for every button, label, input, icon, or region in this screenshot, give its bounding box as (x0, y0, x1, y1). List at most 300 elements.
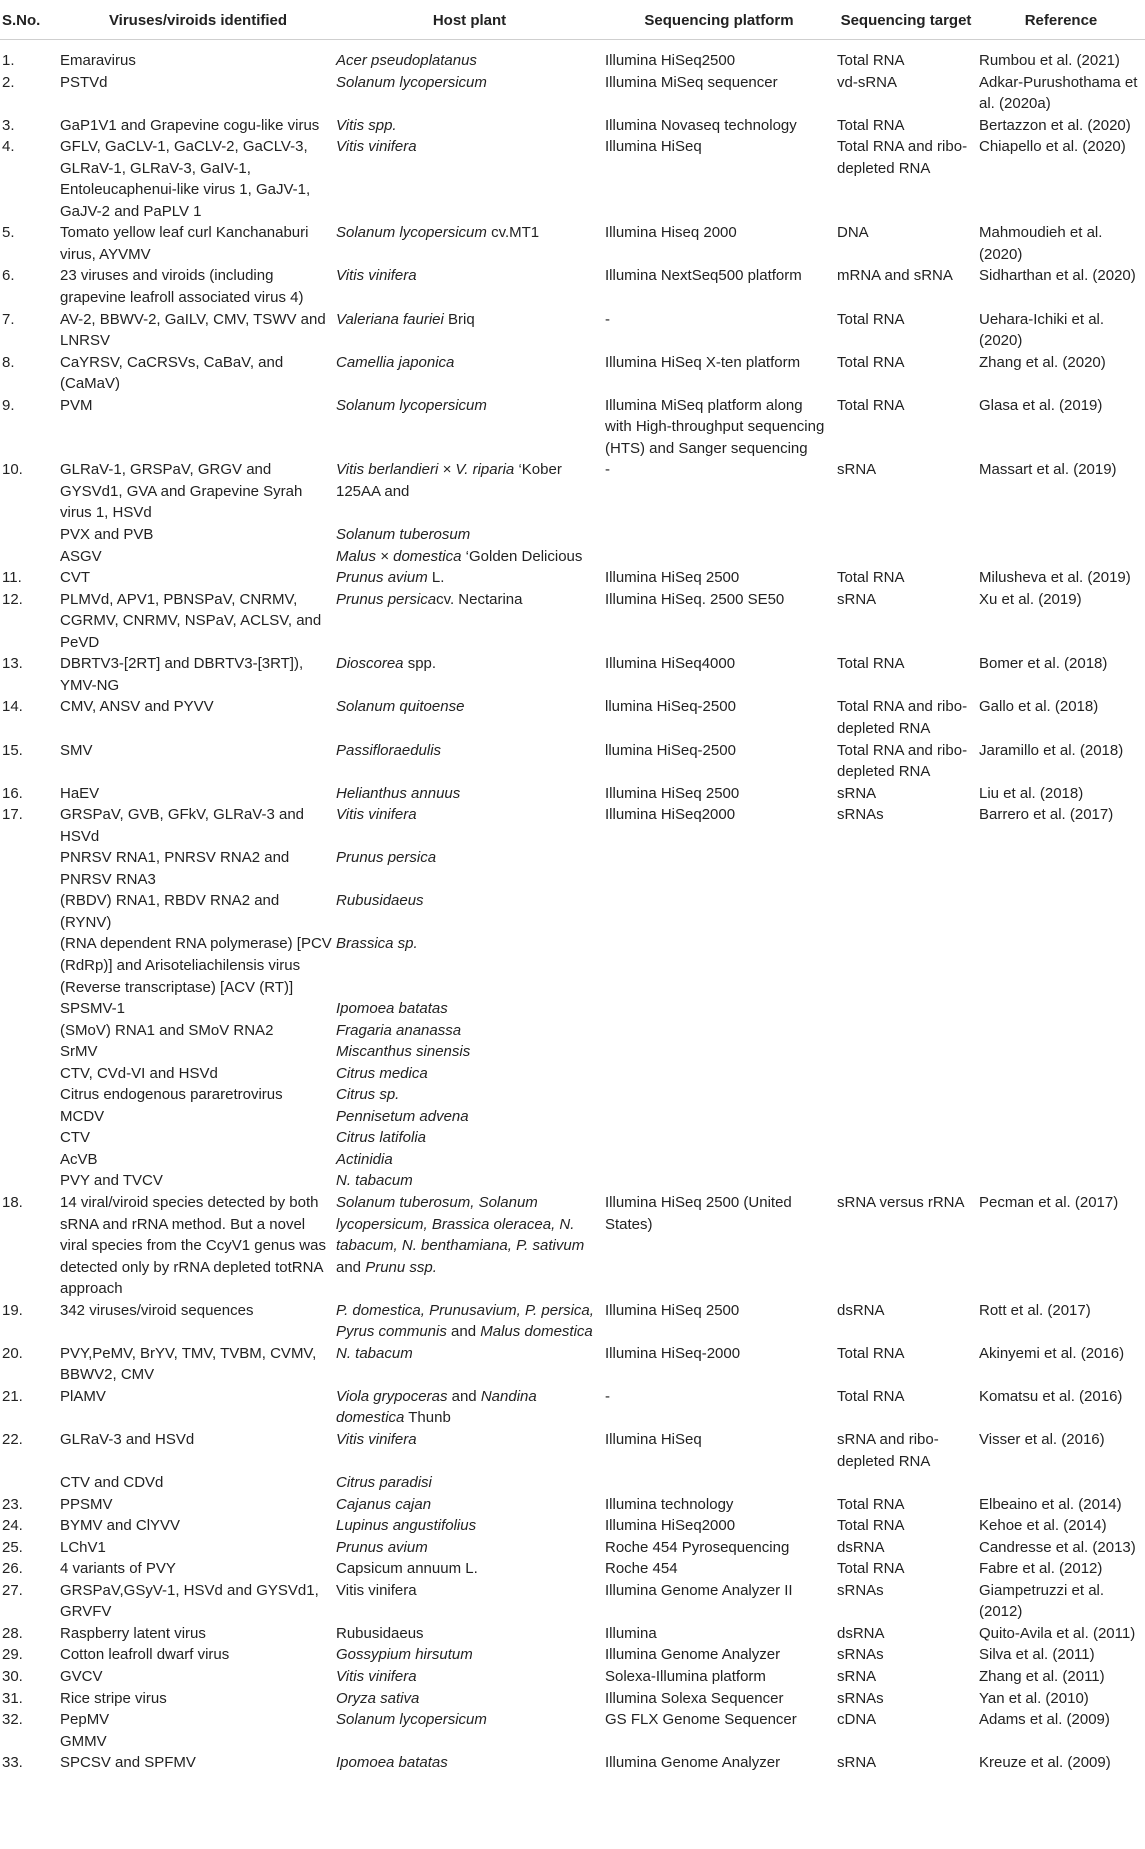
host-name: Prunus persica (336, 849, 437, 867)
cell-target: Total RNA (837, 1344, 905, 1362)
table-row (0, 740, 1145, 783)
cell-sno (0, 1149, 60, 1171)
host-name: Solanum lycopersicum (336, 73, 487, 91)
cell-viruses: PlAMV (60, 1387, 106, 1405)
cell-sno: 26. (2, 1560, 23, 1578)
host-name: Ipomoea batatas (336, 1754, 448, 1772)
cell-target: sRNA (837, 461, 877, 479)
cell-viruses: PSTVd (60, 73, 108, 91)
cell-reference: Elbeaino et al. (2014) (979, 1495, 1122, 1513)
cell-reference: Massart et al. (2019) (979, 461, 1117, 479)
cell-viruses: PVY and TVCV (60, 1172, 163, 1190)
cell-viruses: GMMV (60, 1732, 107, 1750)
cell-reference: Komatsu et al. (2016) (979, 1387, 1123, 1405)
cell-sno: 8. (2, 353, 15, 371)
cell-target: vd-sRNA (837, 73, 898, 91)
cell-platform: Illumina Hiseq 2000 (605, 224, 737, 242)
cell-platform: Illumina HiSeq 2500 (United States) (605, 1193, 792, 1233)
cell-target: Total RNA (837, 1495, 905, 1513)
host-name: Citrus paradisi (336, 1474, 432, 1492)
cell-viruses: 342 viruses/viroid sequences (60, 1301, 254, 1319)
cell-sno: 15. (2, 741, 23, 759)
cell-reference (977, 933, 1145, 998)
cell-platform: Illumina NextSeq500 platform (605, 267, 802, 285)
cell-target (835, 1020, 977, 1042)
host-name: Passifloraedulis (336, 741, 442, 759)
table-header-row (0, 0, 1145, 40)
cell-sno (0, 998, 60, 1020)
table-row (0, 1731, 1145, 1753)
host-name: Solanum lycopersicum (336, 224, 487, 242)
cell-reference (977, 1106, 1145, 1128)
cell-target: Total RNA and ribo-depleted RNA (837, 138, 968, 177)
table-row (0, 50, 1145, 72)
cell-sno: 12. (2, 590, 23, 608)
cell-viruses: ASGV (60, 547, 102, 565)
cell-target: sRNA (837, 1754, 877, 1772)
cell-reference: Rott et al. (2017) (979, 1301, 1091, 1319)
cell-sno: 17. (2, 806, 23, 824)
cell-viruses: Rice stripe virus (60, 1689, 167, 1707)
cell-host (336, 1192, 603, 1300)
cell-host (336, 1515, 603, 1537)
header-host: Host plant (336, 0, 603, 40)
table-row (0, 459, 1145, 524)
table-row (0, 1343, 1145, 1386)
host-name: Prunus persica (336, 590, 437, 608)
cell-target: Total RNA (837, 52, 905, 69)
table-row (0, 1494, 1145, 1516)
cell-reference: Silva et al. (2011) (979, 1646, 1095, 1664)
cell-target: mRNA and sRNA (837, 267, 953, 285)
cell-sno: 10. (2, 461, 23, 479)
cell-sno: 29. (2, 1646, 23, 1664)
host-suffix: Briq (443, 310, 475, 328)
cell-platform: - (605, 461, 610, 479)
cell-reference: Rumbou et al. (2021) (979, 52, 1120, 69)
host-tail: Prunu ssp. (365, 1258, 437, 1276)
cell-host (336, 567, 603, 589)
cell-reference: Gallo et al. (2018) (979, 698, 1099, 716)
cell-host (336, 804, 603, 847)
cell-viruses: PVY,PeMV, BrYV, TMV, TVBM, CVMV, BBWV2, CMV (60, 1344, 317, 1384)
cell-platform: Illumina Solexa Sequencer (605, 1689, 784, 1707)
cell-sno (0, 1084, 60, 1106)
table-row (0, 1472, 1145, 1494)
cell-sno: 18. (2, 1193, 23, 1211)
host-name: Solanum lycopersicum (336, 1711, 487, 1729)
cell-reference (977, 1020, 1145, 1042)
cell-platform: Illumina HiSeq 2500 (605, 569, 740, 587)
cell-reference: Uehara-Ichiki et al. (2020) (979, 310, 1105, 350)
cell-reference (977, 546, 1145, 568)
cell-sno: 30. (2, 1668, 23, 1686)
cell-reference: Xu et al. (2019) (979, 590, 1082, 608)
cell-reference: Jaramillo et al. (2018) (979, 741, 1124, 759)
table-row (0, 72, 1145, 115)
cell-target (835, 1170, 977, 1192)
cell-platform: Illumina MiSeq platform along with High-throughput sequencing (HTS) and Sanger sequencing (605, 396, 825, 457)
table-row (0, 1386, 1145, 1429)
cell-platform (603, 524, 835, 546)
table-row (0, 1709, 1145, 1731)
cell-platform: Illumina HiSeq X-ten platform (605, 353, 801, 371)
cell-viruses: GFLV, GaCLV-1, GaCLV-2, GaCLV-3, GLRaV-1, GLRaV-3, GaIV-1, Entoleucaphenui-like virus 1, GaJV-1, GaJV-2 and PaPLV 1 (60, 138, 311, 220)
cell-platform (603, 1731, 835, 1753)
table-row (0, 1623, 1145, 1645)
cell-sno: 6. (2, 267, 15, 285)
table-row (0, 653, 1145, 696)
cell-sno (0, 1170, 60, 1192)
cell-viruses: HaEV (60, 784, 100, 802)
host-name: Camellia japonica (336, 353, 455, 371)
host-name: Malus × domestica (336, 547, 462, 565)
table-row (0, 998, 1145, 1020)
cell-host (336, 783, 603, 805)
cell-reference (977, 1063, 1145, 1085)
cell-target (835, 998, 977, 1020)
cell-sno (0, 933, 60, 998)
cell-sno: 13. (2, 655, 23, 673)
host-name: Vitis spp. (336, 116, 397, 134)
cell-target: Total RNA (837, 396, 905, 414)
cell-sno: 7. (2, 310, 15, 328)
host-name: N. tabacum (336, 1344, 413, 1362)
cell-host (336, 1709, 603, 1731)
cell-target (835, 1149, 977, 1171)
host-name: Oryza sativa (336, 1689, 420, 1707)
cell-host (336, 653, 603, 696)
cell-viruses: GRSPaV,GSyV-1, HSVd and GYSVd1, GRVFV (60, 1581, 319, 1621)
table-row (0, 1558, 1145, 1580)
cell-viruses: Tomato yellow leaf curl Kanchanaburi virus, AYVMV (60, 224, 309, 263)
cell-target: Total RNA (837, 1387, 905, 1405)
cell-platform: Illumina technology (605, 1495, 734, 1513)
cell-host (336, 546, 603, 568)
cell-platform: Illumina HiSeq4000 (605, 655, 736, 673)
host-name: Gossypium hirsutum (336, 1646, 473, 1664)
cell-viruses: PNRSV RNA1, PNRSV RNA2 and PNRSV RNA3 (60, 849, 290, 888)
host-name: Brassica sp. (336, 935, 418, 953)
cell-platform (603, 1106, 835, 1128)
cell-sno: 20. (2, 1344, 23, 1362)
cell-target (835, 1127, 977, 1149)
host-name: Solanum lycopersicum (336, 396, 487, 414)
cell-reference (977, 1170, 1145, 1192)
cell-target: sRNA (837, 590, 877, 608)
cell-host (336, 395, 603, 460)
host-name: Miscanthus sinensis (336, 1043, 471, 1061)
cell-target: sRNAs (837, 1581, 884, 1599)
cell-platform: Solexa-Illumina platform (605, 1668, 766, 1686)
cell-reference: Kreuze et al. (2009) (979, 1754, 1111, 1772)
table-row (0, 1106, 1145, 1128)
cell-viruses: GRSPaV, GVB, GFkV, GLRaV-3 and HSVd (60, 806, 305, 845)
cell-host (336, 1472, 603, 1494)
cell-reference: Glasa et al. (2019) (979, 396, 1103, 414)
host-name: Fragaria ananassa (336, 1021, 462, 1039)
cell-viruses: Cotton leafroll dwarf virus (60, 1646, 230, 1664)
cell-reference: Zhang et al. (2020) (979, 353, 1106, 371)
cell-viruses: LChV1 (60, 1538, 106, 1556)
host-name: Capsicum annuum L. (336, 1560, 478, 1578)
cell-platform: GS FLX Genome Sequencer (605, 1711, 797, 1729)
cell-host (336, 1666, 603, 1688)
table-row (0, 589, 1145, 654)
host-suffix: and (336, 1258, 366, 1276)
cell-platform: llumina HiSeq-2500 (605, 741, 736, 759)
cell-platform (603, 546, 835, 568)
cell-viruses: AcVB (60, 1150, 98, 1168)
cell-target: dsRNA (837, 1624, 885, 1642)
cell-sno: 3. (2, 116, 15, 134)
cell-reference: Akinyemi et al. (2016) (979, 1344, 1125, 1362)
cell-sno: 24. (2, 1517, 23, 1535)
cell-platform: Illumina (605, 1624, 657, 1642)
cell-reference (977, 998, 1145, 1020)
cell-viruses: AV-2, BBWV-2, GaILV, CMV, TSWV and LNRSV (60, 310, 326, 350)
cell-viruses: PepMV (60, 1711, 110, 1729)
cell-host (336, 524, 603, 546)
cell-target: dsRNA (837, 1538, 885, 1556)
cell-target: dsRNA (837, 1301, 885, 1319)
cell-sno (0, 546, 60, 568)
cell-platform: Roche 454 Pyrosequencing (605, 1538, 790, 1556)
table-row (0, 847, 1145, 890)
table-row (0, 1192, 1145, 1300)
cell-sno: 28. (2, 1624, 23, 1642)
cell-viruses: SMV (60, 741, 93, 759)
table-row (0, 309, 1145, 352)
cell-platform: Illumina Genome Analyzer II (605, 1581, 793, 1599)
cell-host (336, 1106, 603, 1128)
cell-reference: Pecman et al. (2017) (979, 1193, 1119, 1211)
cell-target: sRNAs (837, 806, 884, 824)
cell-sno: 4. (2, 138, 15, 156)
cell-host (336, 998, 603, 1020)
host-name: Prunus avium (336, 569, 428, 587)
cell-platform: Illumina HiSeq-2000 (605, 1344, 741, 1362)
cell-viruses: CTV and CDVd (60, 1474, 164, 1492)
host-name: Vitis vinifera (336, 806, 417, 824)
cell-target: sRNAs (837, 1689, 884, 1707)
cell-host (336, 309, 603, 352)
cell-reference: Sidharthan et al. (2020) (979, 267, 1136, 285)
host-name: Dioscorea (336, 655, 404, 673)
table-row (0, 804, 1145, 847)
table-row (0, 1041, 1145, 1063)
cell-reference (977, 1084, 1145, 1106)
host-name: P. domestica, Prunusavium, P. persica, Pyrus communis (336, 1301, 594, 1341)
cell-host (336, 136, 603, 222)
cell-target: cDNA (837, 1711, 877, 1729)
table-row (0, 1300, 1145, 1343)
cell-host (336, 1149, 603, 1171)
cell-reference: Chiapello et al. (2020) (979, 138, 1126, 156)
cell-sno: 11. (2, 569, 22, 587)
host-name: N. tabacum (336, 1172, 413, 1190)
cell-platform: Roche 454 (605, 1560, 678, 1578)
cell-viruses: 14 viral/viroid species detected by both sRNA and rRNA method. But a novel viral species from the CcyV1 genus was detected only by rRNA depleted totRNA approach (60, 1193, 326, 1298)
table-row (0, 1752, 1145, 1774)
cell-reference: Yan et al. (2010) (979, 1689, 1089, 1707)
table-row (0, 115, 1145, 137)
header-sno: S.No. (0, 0, 60, 40)
cell-target: sRNAs (837, 1646, 884, 1664)
cell-viruses: 23 viruses and viroids (including grapevine leafroll associated virus 4) (60, 267, 304, 307)
cell-platform: Illumina Genome Analyzer (605, 1754, 781, 1772)
cell-reference: Visser et al. (2016) (979, 1431, 1105, 1448)
cell-platform: llumina HiSeq-2500 (605, 698, 736, 716)
cell-viruses: CMV, ANSV and PYVV (60, 698, 214, 716)
cell-viruses: Raspberry latent virus (60, 1624, 206, 1642)
cell-reference: Kehoe et al. (2014) (979, 1517, 1107, 1535)
cell-reference: Adkar-Purushothama et al. (2020a) (979, 73, 1138, 113)
cell-target: sRNA (837, 784, 877, 802)
cell-viruses: GaP1V1 and Grapevine cogu-like virus (60, 116, 320, 134)
cell-target (835, 1084, 977, 1106)
cell-viruses: (RBDV) RNA1, RBDV RNA2 and (RYNV) (60, 892, 280, 931)
cell-sno: 23. (2, 1495, 23, 1513)
table-row (0, 890, 1145, 933)
host-suffix: and (447, 1387, 481, 1405)
host-name: Actinidia (336, 1150, 393, 1168)
cell-host (336, 1127, 603, 1149)
cell-host (336, 265, 603, 308)
cell-viruses: CTV (60, 1129, 90, 1147)
table-row (0, 265, 1145, 308)
cell-target (835, 1041, 977, 1063)
cell-reference: Fabre et al. (2012) (979, 1560, 1103, 1578)
host-tail: Nandina domestica (336, 1387, 537, 1427)
cell-platform: Illumina HiSeq. 2500 SE50 (605, 590, 785, 608)
host-name: Acer pseudoplatanus (336, 52, 477, 69)
cell-viruses: GLRaV-1, GRSPaV, GRGV and GYSVd1, GVA and Grapevine Syrah virus 1, HSVd (60, 461, 303, 522)
cell-host (336, 1731, 603, 1753)
cell-viruses: BYMV and ClYVV (60, 1517, 181, 1535)
host-name: Vitis vinifera (336, 1431, 417, 1448)
cell-reference: Barrero et al. (2017) (979, 806, 1114, 824)
cell-reference (977, 1041, 1145, 1063)
cell-sno (0, 1020, 60, 1042)
host-name: Viola grypoceras (336, 1387, 448, 1405)
cell-platform: - (605, 310, 610, 328)
cell-reference: Milusheva et al. (2019) (979, 569, 1131, 587)
cell-reference (977, 524, 1145, 546)
cell-host (336, 1623, 603, 1645)
cell-sno (0, 1472, 60, 1494)
cell-sno (0, 890, 60, 933)
host-name: Prunus avium (336, 1538, 428, 1556)
table-row (0, 222, 1145, 265)
cell-sno: 31. (2, 1689, 23, 1707)
table-row (0, 1644, 1145, 1666)
cell-viruses: GVCV (60, 1668, 103, 1686)
cell-reference: Candresse et al. (2013) (979, 1538, 1136, 1556)
cell-viruses: PPSMV (60, 1495, 113, 1513)
cell-platform: Illumina HiSeq 2500 (605, 1301, 740, 1319)
host-name: Solanum quitoense (336, 698, 465, 716)
cell-platform (603, 933, 835, 998)
cell-platform (603, 1084, 835, 1106)
cell-sno: 2. (2, 73, 15, 91)
cell-viruses: (SMoV) RNA1 and SMoV RNA2 (60, 1021, 274, 1039)
cell-target: Total RNA (837, 655, 905, 673)
table-row (0, 1688, 1145, 1710)
cell-viruses: CTV, CVd-VI and HSVd (60, 1064, 218, 1082)
header-target: Sequencing target (835, 0, 977, 40)
table-row (0, 1020, 1145, 1042)
cell-host (336, 1537, 603, 1559)
cell-reference: Bertazzon et al. (2020) (979, 116, 1131, 134)
cell-platform (603, 1020, 835, 1042)
cell-platform: Illumina Novaseq technology (605, 116, 797, 134)
cell-host (336, 1580, 603, 1623)
cell-target (835, 546, 977, 568)
cell-host (336, 696, 603, 739)
table-row (0, 546, 1145, 568)
host-name: Citrus medica (336, 1064, 428, 1082)
cell-platform: - (605, 1387, 610, 1405)
cell-sno: 19. (2, 1301, 23, 1319)
host-name: Rubusidaeus (336, 1624, 424, 1642)
cell-viruses: CVT (60, 569, 90, 587)
cell-reference: Zhang et al. (2011) (979, 1668, 1105, 1686)
host-name: Vitis vinifera (336, 267, 417, 285)
cell-viruses: CaYRSV, CaCRSVs, CaBaV, and (CaMaV) (60, 353, 284, 393)
table-row (0, 1084, 1145, 1106)
host-name: Vitis vinifera (336, 1668, 417, 1686)
cell-host (336, 352, 603, 395)
table-row (0, 1515, 1145, 1537)
cell-host (336, 1084, 603, 1106)
cell-host (336, 1041, 603, 1063)
cell-host (336, 933, 603, 998)
table-row (0, 696, 1145, 739)
cell-host (336, 115, 603, 137)
cell-target (835, 1472, 977, 1494)
cell-target (835, 524, 977, 546)
cell-sno (0, 1063, 60, 1085)
cell-sno: 25. (2, 1538, 23, 1556)
cell-host (336, 222, 603, 265)
cell-target: Total RNA (837, 1560, 905, 1578)
table-row (0, 783, 1145, 805)
cell-sno (0, 847, 60, 890)
cell-host (336, 847, 603, 890)
host-name: Valeriana fauriei (336, 310, 444, 328)
host-name: Citrus latifolia (336, 1129, 427, 1147)
cell-target (835, 1731, 977, 1753)
cell-viruses: MCDV (60, 1107, 105, 1125)
cell-target: Total RNA (837, 569, 905, 587)
cell-host (336, 459, 603, 524)
cell-reference: Mahmoudieh et al. (2020) (979, 224, 1103, 263)
host-suffix: and (446, 1323, 481, 1341)
table-row (0, 524, 1145, 546)
cell-reference (977, 1472, 1145, 1494)
host-name: Ipomoea batatas (336, 1000, 448, 1018)
header-platform: Sequencing platform (603, 0, 835, 40)
cell-host (336, 50, 603, 72)
host-suffix: cv.MT1 (486, 224, 540, 242)
cell-host (336, 1343, 603, 1386)
cell-target: DNA (837, 224, 869, 242)
cell-platform (603, 998, 835, 1020)
cell-sno (0, 1106, 60, 1128)
host-tail: Malus domestica (480, 1323, 593, 1341)
host-suffix: spp. (403, 655, 437, 673)
